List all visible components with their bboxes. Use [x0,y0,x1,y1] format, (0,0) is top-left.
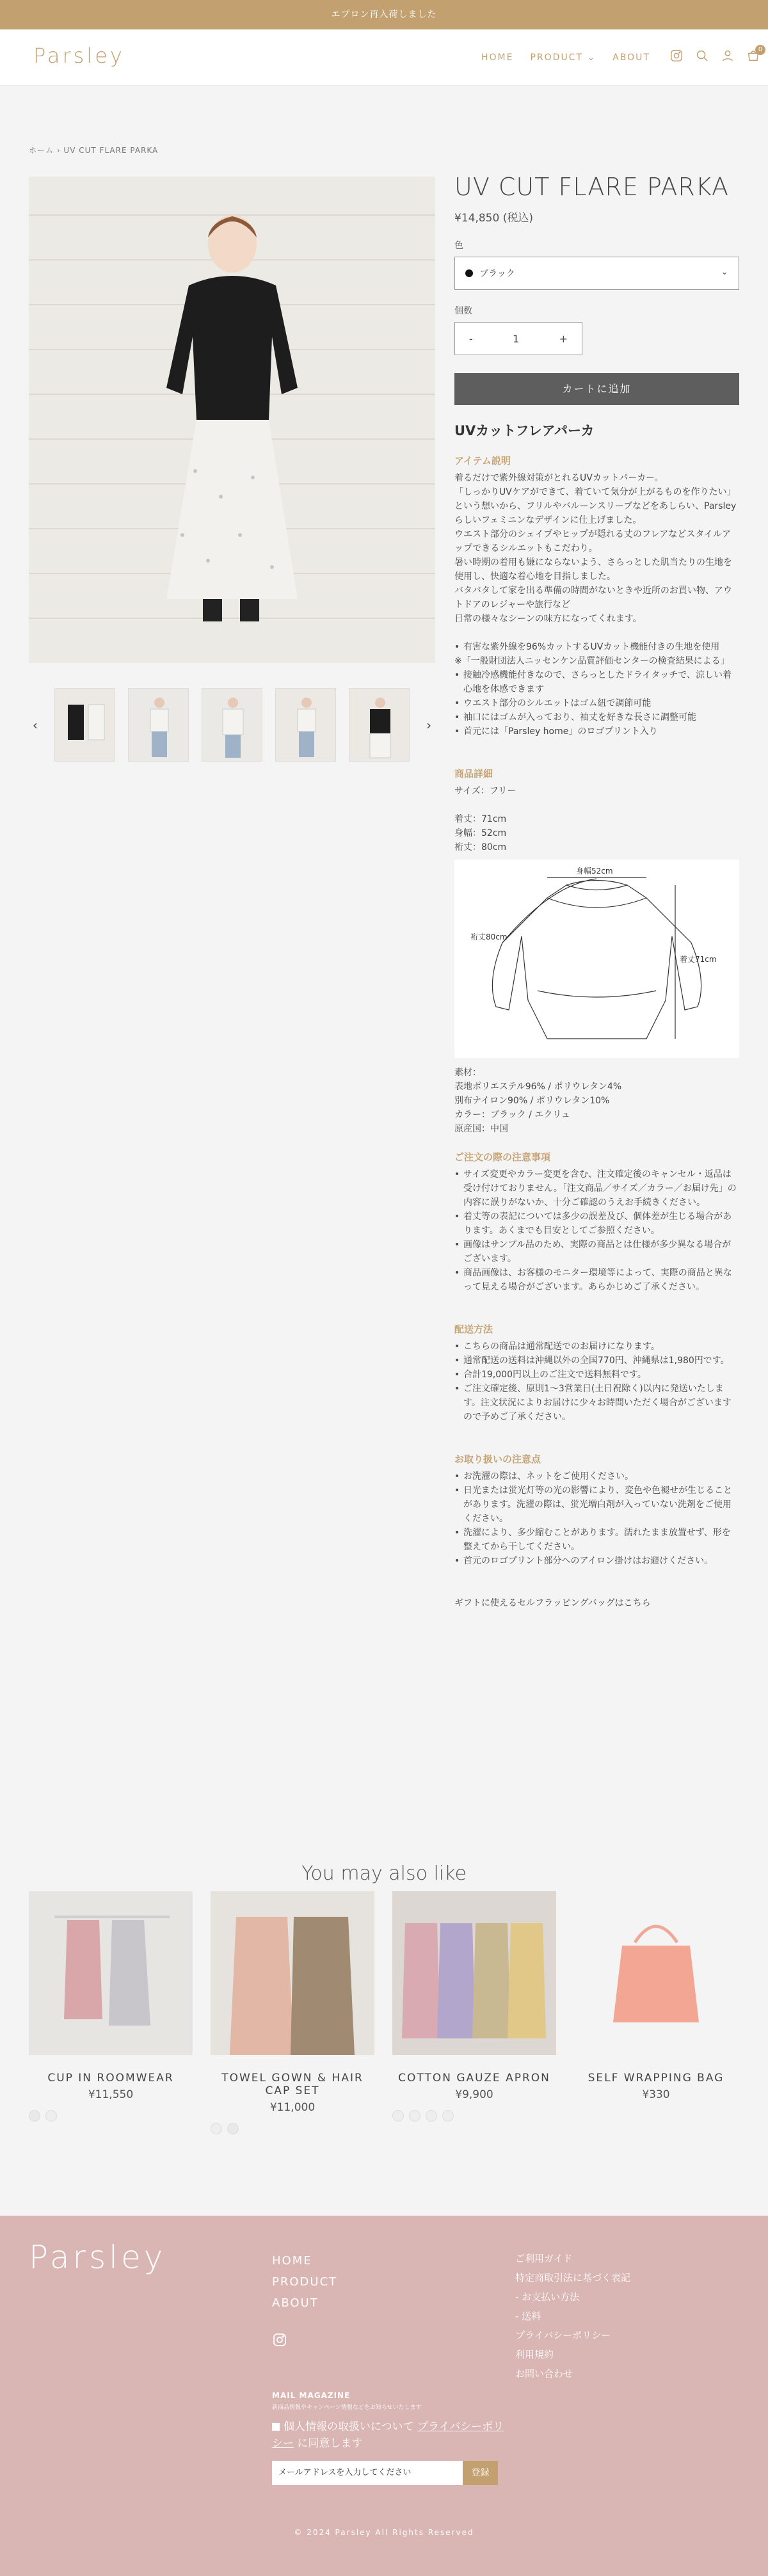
color-swatch-dot [465,269,473,277]
material-line: 原産国：中国 [454,1124,508,1134]
section-title-care: お取り扱いの注意点 [454,1453,541,1465]
swatch[interactable] [426,2110,437,2122]
consent-checkbox[interactable] [272,2423,280,2431]
dimension-line: 裄丈：80cm [454,842,507,852]
account-icon[interactable] [721,49,735,63]
footer-link[interactable]: 特定商取引法に基づく表記 [515,2272,631,2284]
section-title-item: アイテム説明 [454,455,511,467]
desc-line: 暑い時期の着用も嫌にならないよう、さらっとした肌当たりの生地を使用し、快適な着心地を目指しました。 [454,557,732,582]
list-item: • 着丈等の表記については多少の誤差及び、個体差が生じる場合があります。あくまでも目安としてご参照ください。 [454,1210,739,1238]
copyright: © 2024 Parsley All Rights Reserved [294,2528,474,2537]
product-name[interactable]: CUP IN ROOMWEAR [47,2072,174,2084]
recommended-product[interactable] [574,1891,738,2134]
consent-text: 個人情報の取扱いについて [284,2420,414,2433]
swatch[interactable] [392,2110,404,2122]
newsletter-title: MAIL MAGAZINE [272,2391,351,2400]
swatch[interactable] [227,2123,239,2134]
main-nav [481,52,650,63]
list-item: • 洗濯により、多少縮むことがあります。濡れたまま放置せず、形を整えてから干してください。 [454,1526,739,1554]
product-image[interactable] [392,1891,556,2055]
swatches [392,2110,556,2122]
thumbnail-carousel [29,688,435,762]
quantity-label: 個数 [454,306,472,316]
swatches [29,2110,193,2122]
quantity-stepper [454,322,582,355]
recommended-product[interactable] [211,1891,374,2134]
product-price: ¥11,000 [269,2101,316,2114]
feature-list [454,640,739,739]
thumbnail[interactable] [349,688,410,762]
desc-line: バタバタして家を出る準備の時間がないときや近所のお買い物、アウトドアのレジャーや旅行など [454,586,732,610]
list-item: • こちらの商品は通常配送でのお届けになります。 [454,1340,739,1354]
section-title-shipping: 配送方法 [454,1324,493,1335]
nav-product[interactable] [530,52,596,63]
newsletter-form [272,2391,509,2485]
chevron-left-icon[interactable]: ‹ [32,717,38,733]
swatch[interactable] [211,2123,222,2134]
swatch[interactable] [442,2110,454,2122]
desc-line: ウエスト部分のシェイプやヒップが隠れる丈のフレアなどスタイルアップできるシルエットもこだわり。 [454,529,732,554]
footer-nav-about[interactable]: ABOUT [272,2296,319,2310]
size-diagram-drawing [454,860,739,1058]
list-item: • 首元のロゴプリント部分へのアイロン掛けはお避けください。 [454,1554,739,1568]
newsletter-subtitle: 新商品情報やキャンペーン情報などをお知らせいたします [272,2404,422,2411]
footer-links [515,2252,630,2380]
color-value: ブラック [479,269,515,279]
dimension-line: 身幅：52cm [454,828,507,838]
desc-line: 「しっかりUVケアができて、着ていて気分が上がるものを作りたい」という想いから、フリルやバルーンスリーブなどをあしらい、Parsleyらしいフェミニンなデザインに仕上げました。 [454,487,737,525]
footer-link[interactable]: ご利用ガイド [515,2253,573,2264]
announcement-bar[interactable] [0,0,768,29]
list-item: • サイズ変更やカラー変更を含む、注文確定後のキャンセル・返品は受け付けておりません。「注文商品／サイズ／カラー／お届け先」の内容に誤りがないか、十分ご確認のうえお手続きください。 [454,1167,739,1210]
product-title: UV CUT FLARE PARKA [454,173,730,201]
diagram-label-length: 着丈71cm [680,955,717,964]
swatch[interactable] [409,2110,420,2122]
nav-home[interactable]: HOME [481,52,514,63]
consent-text-end: に同意します [297,2437,363,2450]
size-text: サイズ：フリー [454,786,516,796]
recommended-product[interactable] [29,1891,193,2134]
qty-plus-button[interactable]: + [559,332,568,345]
material-line: 表地ポリエステル96% / ポリウレタン4% [454,1082,622,1092]
qty-minus-button[interactable]: - [469,332,473,345]
product-name[interactable]: SELF WRAPPING BAG [588,2072,724,2084]
product-price: ¥9,900 [455,2088,493,2101]
product-name[interactable]: TOWEL GOWN & HAIR CAP SET [221,2072,364,2097]
section-title-details: 商品詳細 [454,768,493,780]
list-item: • ご注文確定後、原則1〜3営業日(土日祝除く)以内に発送いたします。注文状況によりお届けに少々お時間いただく場合がございますので予めご了承ください。 [454,1382,739,1424]
product-price: ¥14,850 (税込) [454,212,533,225]
swatch[interactable] [29,2110,40,2122]
product-photo [29,177,435,663]
announcement-text: エプロン再入荷しました [331,10,437,20]
breadcrumb[interactable]: ホーム › UV CUT FLARE PARKA [29,146,159,155]
product-image[interactable] [574,1891,738,2055]
product-main-image[interactable] [29,177,435,663]
swatch[interactable] [45,2110,57,2122]
product-image[interactable] [211,1891,374,2055]
color-select[interactable] [454,257,739,290]
nav-about[interactable]: ABOUT [612,52,650,63]
footer-logo[interactable]: Parsley [29,2239,166,2276]
list-item: • 合計19,000円以上のご注文で送料無料です。 [454,1368,739,1382]
size-diagram [454,860,739,1058]
qty-value[interactable]: 1 [513,332,520,345]
instagram-icon [272,2332,287,2348]
list-item: • お洗濯の際は、ネットをご使用ください。 [454,1469,739,1484]
footer-link[interactable]: プライバシーポリシー [515,2330,611,2341]
chevron-down-icon: ⌄ [721,267,728,277]
email-field[interactable]: メールアドレスを入力してください [272,2461,463,2485]
list-item: • 首元には「Parsley home」のロゴプリント入り [454,724,739,739]
site-logo[interactable]: Parsley [33,44,125,68]
header-icons [669,46,763,65]
nav-product-label: PRODUCT [530,52,584,63]
product-info [454,173,739,1610]
chevron-right-icon[interactable]: › [426,717,432,733]
instagram-icon[interactable] [669,49,684,63]
gift-wrapping-link[interactable]: ギフトに使えるセルフラッピングバッグはこちら [454,1598,651,1608]
recommendations [29,1891,739,2134]
footer-nav [272,2254,337,2310]
description-title: UVカットフレアパーカ [454,423,595,438]
thumbnail[interactable] [54,688,115,762]
footer-link[interactable]: お問い合わせ [515,2368,573,2380]
material-line: 別布ナイロン90% / ポリウレタン10% [454,1096,610,1106]
section-title-notes: ご注文の際の注意事項 [454,1151,551,1163]
footer-link[interactable]: - 送料 [515,2310,541,2322]
footer-instagram-link[interactable] [272,2332,287,2348]
product-price: ¥11,550 [88,2088,134,2101]
list-item: • ウエスト部分のシルエットはゴム紐で調節可能 [454,696,739,710]
cart-button[interactable] [746,46,763,65]
subscribe-button[interactable]: 登録 [463,2461,498,2485]
site-footer [0,2216,768,2576]
list-item: • 接触冷感機能付きなので、さらっとしたドライタッチで、涼しい着心地を体感できます [454,668,739,696]
thumbnail[interactable] [202,688,262,762]
desc-line: 着るだけで紫外線対策がとれるUVカットパーカー。 [454,473,664,483]
list-item: • 通常配送の送料は沖縄以外の全国770円、沖縄県は1,980円です。 [454,1354,739,1368]
material-line: カラー：ブラック / エクリュ [454,1110,570,1120]
recommended-product[interactable] [392,1891,556,2134]
footer-link[interactable]: 利用規約 [515,2349,554,2360]
list-item: • 有害な紫外線を96%カットするUVカット機能付きの生地を使用 [454,640,739,654]
desc-line: 日常の様々なシーンの味方になってくれます。 [454,614,642,624]
footer-nav-product[interactable]: PRODUCT [272,2275,338,2289]
dimension-line: 着丈：71cm [454,814,507,824]
list-item: • 袖口にはゴムが入っており、袖丈を好きな長さに調整可能 [454,710,739,724]
list-item: • 日光または蛍光灯等の光の影響により、変色や色褪せが生じることがあります。洗濯の際は、蛍光増白剤が入っていない洗剤をご使用ください。 [454,1484,739,1526]
privacy-policy-link[interactable]: プライバシーポリシー [272,2420,504,2450]
item-description [454,471,739,626]
list-item: • 商品画像は、お客様のモニター環境等によって、実際の商品と異なって見える場合がございます。あらかじめご了承ください。 [454,1266,739,1294]
add-to-cart-button[interactable]: カートに追加 [454,373,739,405]
material-line: 素材： [454,1068,481,1078]
footer-link[interactable]: - お支払い方法 [515,2291,580,2303]
product-image[interactable] [29,1891,193,2055]
diagram-label-sleeve: 裄丈80cm [470,932,508,941]
color-label: 色 [454,241,463,251]
thumbnail[interactable] [128,688,189,762]
thumbnail[interactable] [275,688,336,762]
product-price: ¥330 [642,2088,670,2101]
cart-count-badge: 0 [755,45,765,55]
product-name[interactable]: COTTON GAUZE APRON [398,2072,550,2084]
chevron-down-icon: ⌄ [587,52,596,63]
swatches [211,2123,374,2134]
list-item: ※「一般財団法人ニッセンケン品質評価センターの検査結果による」 [454,656,730,666]
recommendations-title: You may also like [301,1862,467,1885]
list-item: • 画像はサンプル品のため、実際の商品とは仕様が多少異なる場合がございます。 [454,1238,739,1266]
site-header [0,29,768,86]
diagram-label-width: 身幅52cm [576,867,613,876]
email-row [272,2461,509,2485]
consent-row [272,2419,509,2452]
search-icon[interactable] [695,49,709,63]
footer-nav-home[interactable]: HOME [272,2254,312,2268]
